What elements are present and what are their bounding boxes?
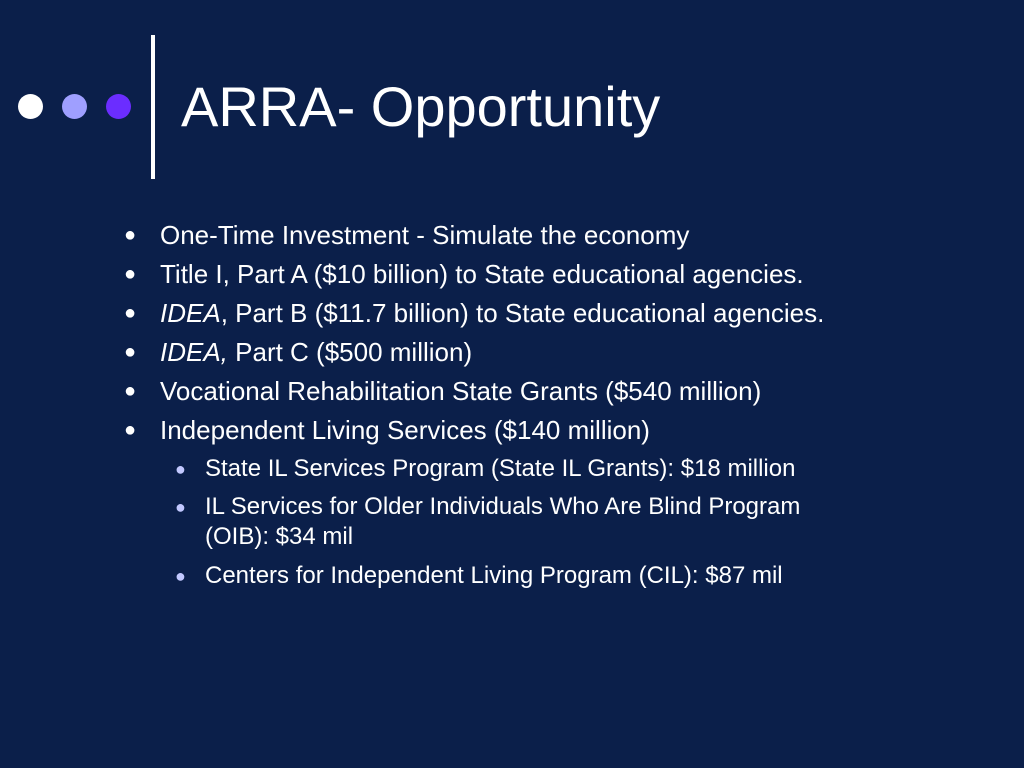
bullet-item — [124, 220, 690, 250]
bullet-text: Title I, Part A ($10 billion) to State educational agencies. — [160, 259, 804, 289]
bullet-mark: ● — [124, 419, 137, 441]
bullet-text: , Part B ($11.7 billion) to State educational agencies. — [220, 298, 825, 328]
bullet-item — [124, 259, 804, 289]
bullet-item — [124, 298, 825, 328]
sub-bullet-text-line1: IL Services for Older Individuals Who Are Blind Program — [205, 493, 801, 520]
bullet-item — [124, 376, 762, 406]
bullet-text: Part C ($500 million) — [227, 337, 473, 367]
sub-bullet-mark: ● — [175, 566, 186, 586]
sub-bullet-mark: ● — [175, 497, 186, 517]
bullet-item — [124, 337, 473, 367]
bullet-mark: ● — [124, 380, 137, 402]
bullet-text: Independent Living Services ($140 million) — [160, 415, 650, 445]
bullet-mark: ● — [124, 341, 137, 363]
bullet-item — [124, 415, 650, 445]
sub-bullet-mark: ● — [175, 459, 186, 479]
sub-bullet-text-line2: (OIB): $34 mil — [205, 523, 354, 550]
bullet-italic: IDEA, — [160, 337, 228, 367]
bullet-text: Vocational Rehabilitation State Grants ($540 million) — [160, 376, 762, 406]
bullet-italic: IDEA — [160, 298, 221, 328]
bullet-text: One-Time Investment - Simulate the economy — [160, 220, 690, 250]
bullet-mark: ● — [124, 263, 137, 285]
slide-title: ARRA- Opportunity — [181, 75, 661, 138]
sub-bullet-item — [175, 492, 801, 552]
sub-bullet-item — [175, 454, 796, 484]
bullet-mark: ● — [124, 302, 137, 324]
sub-bullet-text: Centers for Independent Living Program (CIL): $87 mil — [205, 562, 783, 589]
sub-bullet-text: State IL Services Program (State IL Grants): $18 million — [205, 455, 796, 482]
sub-bullet-item — [175, 561, 783, 591]
bullet-mark: ● — [124, 224, 137, 246]
